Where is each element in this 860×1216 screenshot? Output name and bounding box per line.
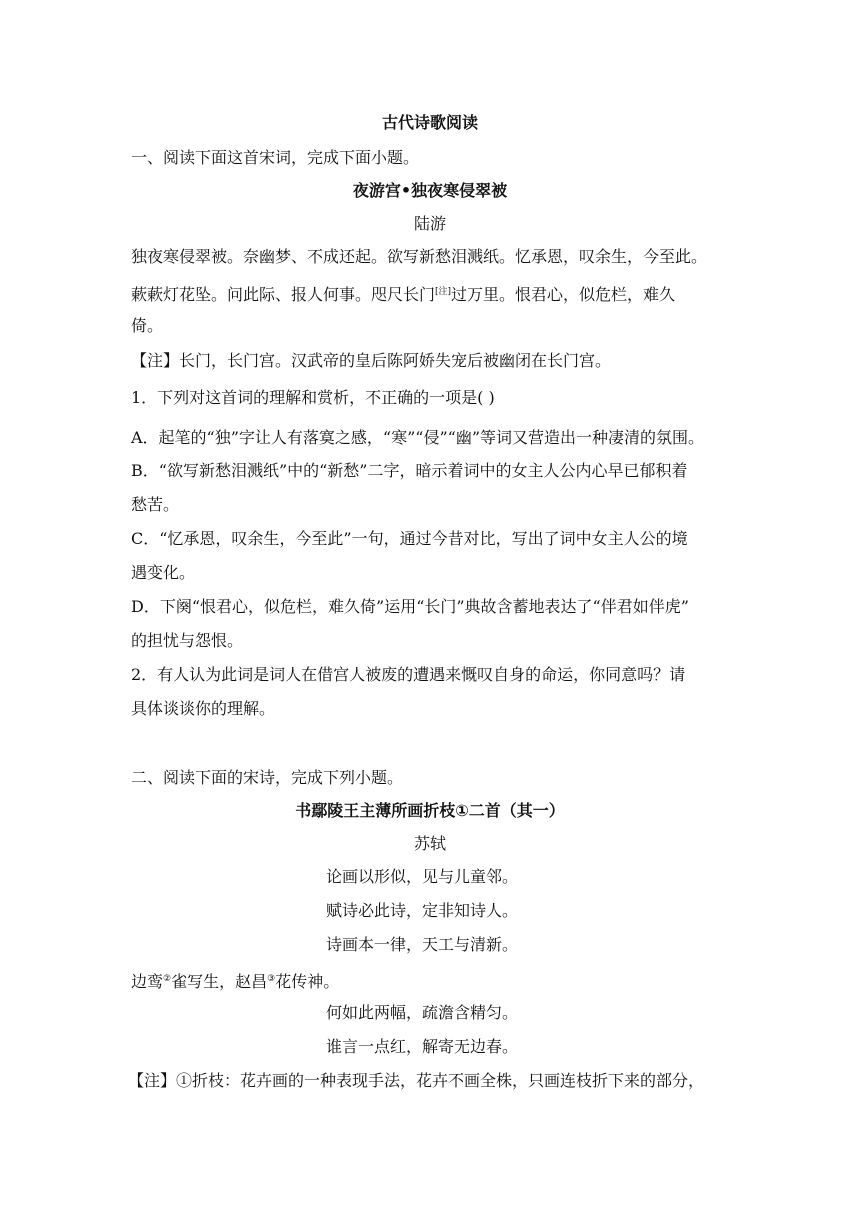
poem-1-text-line-1: 独夜寒侵翠被。奈幽梦、不成还起。欲写新愁泪溅纸。忆承恩，叹余生，今至此。: [131, 247, 708, 266]
section-1-heading: 一、阅读下面这首宋词，完成下面小题。: [131, 148, 420, 167]
poem-2-line-5: 何如此两幅，疏澹含精匀。: [326, 1003, 519, 1022]
poem-2-line-6: 谁言一点红，解寄无边春。: [326, 1037, 519, 1056]
question-2-line-1: 2．有人认为此词是词人在借宫人被废的遭遇来慨叹自身的命运，你同意吗？请: [131, 665, 686, 684]
poem-2-title: 书鄢陵王主薄所画折枝①二首（其一）: [295, 801, 565, 820]
option-d-line-2: 的担忧与怨恨。: [131, 631, 244, 650]
poem-2-line-1: 论画以形似，见与儿童邻。: [326, 867, 519, 886]
option-d-line-1: D．下阕“恨君心，似危栏，难久倚”运用“长门”典故含蓄地表达了“伴君如伴虎”: [131, 597, 689, 616]
poem-2-note: 【注】①折枝：花卉画的一种表现手法，花卉不画全株，只画连枝折下来的部分，: [128, 1071, 705, 1090]
question-1: 1．下列对这首词的理解和赏析，不正确的一项是( ): [131, 388, 495, 407]
option-b-line-2: 愁苦。: [131, 495, 180, 514]
note-marker: [注]: [435, 287, 452, 297]
poem-2-line-3: 诗画本一律，天工与清新。: [326, 935, 519, 954]
option-a: A．起笔的“独”字让人有落寞之感，“寒”“侵”“幽”等词又营造出一种凄清的氛围。: [131, 428, 704, 447]
option-b-line-1: B．“欲写新愁泪溅纸”中的“新愁”二字，暗示着词中的女主人公内心早已郁积着: [131, 461, 688, 480]
note-marker-2: ②: [163, 974, 172, 984]
note-marker-3: ③: [267, 974, 276, 984]
poem-1-note: 【注】长门，长门宫。汉武帝的皇后陈阿娇失宠后被幽闭在长门宫。: [131, 351, 612, 370]
option-c-line-1: C．“忆承恩，叹余生，今至此”一句，通过今昔对比，写出了词中女主人公的境: [131, 529, 688, 548]
poem-1-title: 夜游宫•独夜寒侵翠被: [352, 181, 508, 200]
page-title: 古代诗歌阅读: [381, 113, 478, 132]
poem-1-text-line-3: 倚。: [131, 316, 164, 335]
poem-2-line-2: 赋诗必此诗，定非知诗人。: [326, 901, 519, 920]
poem-1-text-line-2: 蔌蔌灯花坠。问此际、报人何事。咫尺长门[注]过万里。恨君心，似危栏，难久: [131, 285, 676, 304]
poem-2-author: 苏轼: [413, 834, 446, 853]
question-2-line-2: 具体谈谈你的理解。: [131, 699, 276, 718]
poem-2-line-4: 边鸾②雀写生，赵昌③花传神。: [131, 972, 340, 991]
poem-1-author: 陆游: [413, 214, 446, 233]
section-2-heading: 二、阅读下面的宋诗，完成下列小题。: [131, 768, 404, 787]
option-c-line-2: 遇变化。: [131, 563, 196, 582]
